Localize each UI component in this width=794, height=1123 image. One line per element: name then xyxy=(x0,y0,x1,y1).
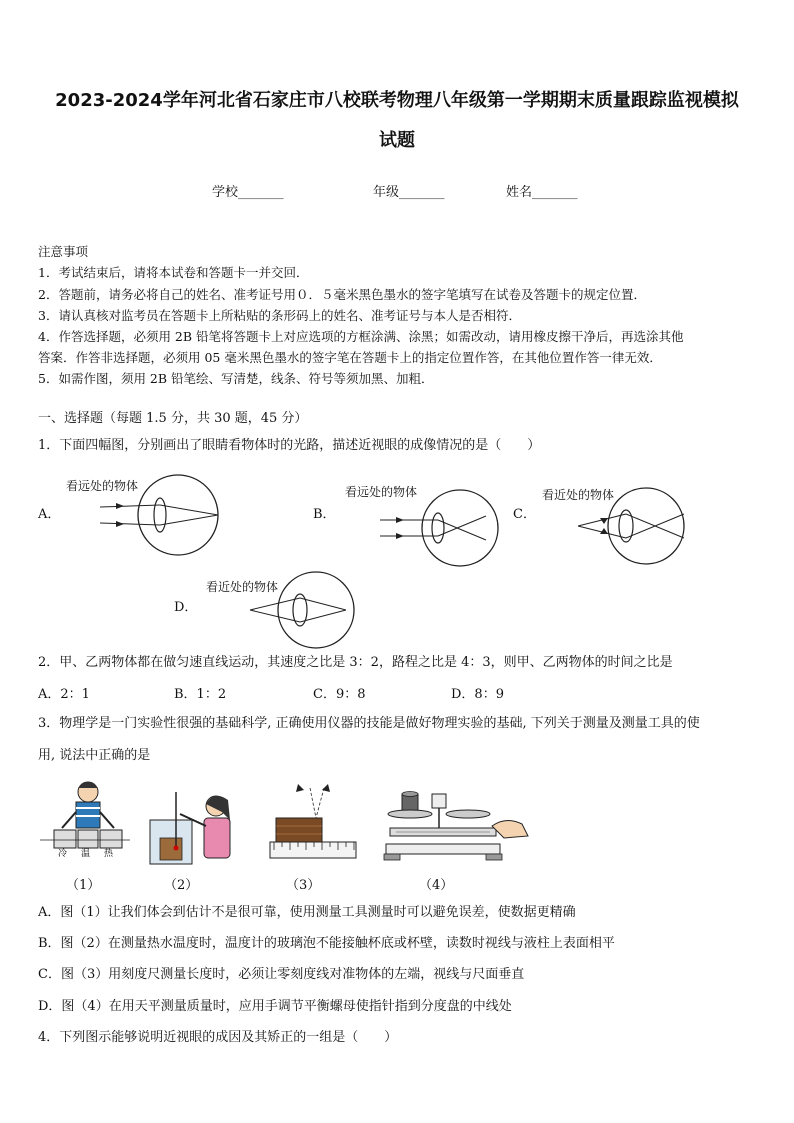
figure-1-basins xyxy=(40,778,130,868)
school-field: 学校_______ xyxy=(212,185,284,200)
q1-option-b-label: 看远处的物体 xyxy=(345,485,418,499)
basin-label-cold: 冷 xyxy=(58,849,68,859)
q3-option-a: A．图（1）让我们体会到估计不是很可靠，使用测量工具测量时可以避免误差，使数据更精确 xyxy=(38,905,576,920)
basin-label-hot: 热 xyxy=(104,849,114,859)
q1-option-c-letter: C． xyxy=(513,507,536,522)
notice-heading: 注意事项 xyxy=(38,244,89,259)
eye-diagram-d xyxy=(234,578,364,658)
question-3-stem: 3．物理学是一门实验性很强的基础科学, 正确使用仪器的技能是做好物理实验的基础, 下列关于测量及测量工具的使 xyxy=(38,716,700,731)
basin-label-warm: 温 xyxy=(81,849,91,859)
name-field: 姓名_______ xyxy=(506,185,578,200)
notice-item: 4．作答选择题，必须用 2B 铅笔将答题卡上对应选项的方框涂满、涂黑；如需改动，请用橡皮擦干净后，再选涂其他 xyxy=(38,329,684,344)
q2-option-a: A．2：1 xyxy=(38,687,90,702)
figure-2-thermometer xyxy=(148,790,240,866)
q1-option-b-letter: B． xyxy=(313,507,336,522)
q1-option-d-letter: D． xyxy=(174,600,198,615)
question-2-stem: 2．甲、乙两物体都在做匀速直线运动，其速度之比是 3：2，路程之比是 4：3，则甲、乙两物体的时间之比是 xyxy=(38,655,673,670)
notice-item: 答案．作答非选择题，必须用 05 毫米黑色墨水的签字笔在答题卡上的指定位置作答，在其他位置作答一律无效． xyxy=(38,350,662,365)
eye-diagram-a xyxy=(100,475,230,555)
figure-4-caption: （4） xyxy=(419,878,454,893)
q2-option-b: B．1：2 xyxy=(174,687,227,702)
question-4-stem: 4．下列图示能够说明近视眼的成因及其矫正的一组是（ ） xyxy=(38,1030,398,1045)
page-title-line2: 试题 xyxy=(379,130,415,151)
q3-option-d: D．图（4）在用天平测量质量时，应用手调节平衡螺母使指针指到分度盘的中线处 xyxy=(38,999,512,1014)
q2-option-d: D．8：9 xyxy=(451,687,504,702)
q2-option-c: C．9：8 xyxy=(313,687,366,702)
question-3-stem-line2: 用, 说法中正确的是 xyxy=(38,748,151,763)
notice-item: 1．考试结束后，请将本试卷和答题卡一并交回． xyxy=(38,265,309,280)
section-heading: 一、选择题（每题 1.5 分，共 30 题，45 分） xyxy=(38,411,308,426)
figure-2-caption: （2） xyxy=(164,878,199,893)
figure-4-balance xyxy=(382,786,532,866)
figure-3-ruler xyxy=(270,778,360,862)
q3-option-c: C．图（3）用刻度尺测量长度时，必须让零刻度线对准物体的左端，视线与尺面垂直 xyxy=(38,967,525,982)
figure-3-caption: （3） xyxy=(286,878,321,893)
figure-1-caption: （1） xyxy=(66,878,101,893)
eye-diagram-b xyxy=(380,490,500,570)
q1-option-a-label: 看远处的物体 xyxy=(66,479,139,493)
page-title: 2023-2024学年河北省石家庄市八校联考物理八年级第一学期期末质量跟踪监视模拟 xyxy=(55,90,739,111)
notice-item: 5．如需作图，须用 2B 铅笔绘、写清楚，线条、符号等须加黑、加粗． xyxy=(38,371,434,386)
question-1-stem: 1．下面四幅图，分别画出了眼睛看物体时的光路，描述近视眼的成像情况的是（ ） xyxy=(38,438,541,453)
q1-option-c-label: 看近处的物体 xyxy=(542,488,615,502)
q3-option-b: B．图（2）在测量热水温度时，温度计的玻璃泡不能接触杯底或杯壁，读数时视线与液柱上表面相平 xyxy=(38,936,615,951)
eye-diagram-c xyxy=(560,492,690,572)
notice-item: 2．答题前，请务必将自己的姓名、准考证号用０．５毫米黑色墨水的签字笔填写在试卷及答题卡的规定位置． xyxy=(38,287,646,302)
notice-item: 3．请认真核对监考员在答题卡上所粘贴的条形码上的姓名、准考证号与本人是否相符． xyxy=(38,308,521,323)
q1-option-a-letter: A． xyxy=(38,507,61,522)
q1-option-d-label: 看近处的物体 xyxy=(206,580,279,594)
grade-field: 年级_______ xyxy=(373,185,445,200)
